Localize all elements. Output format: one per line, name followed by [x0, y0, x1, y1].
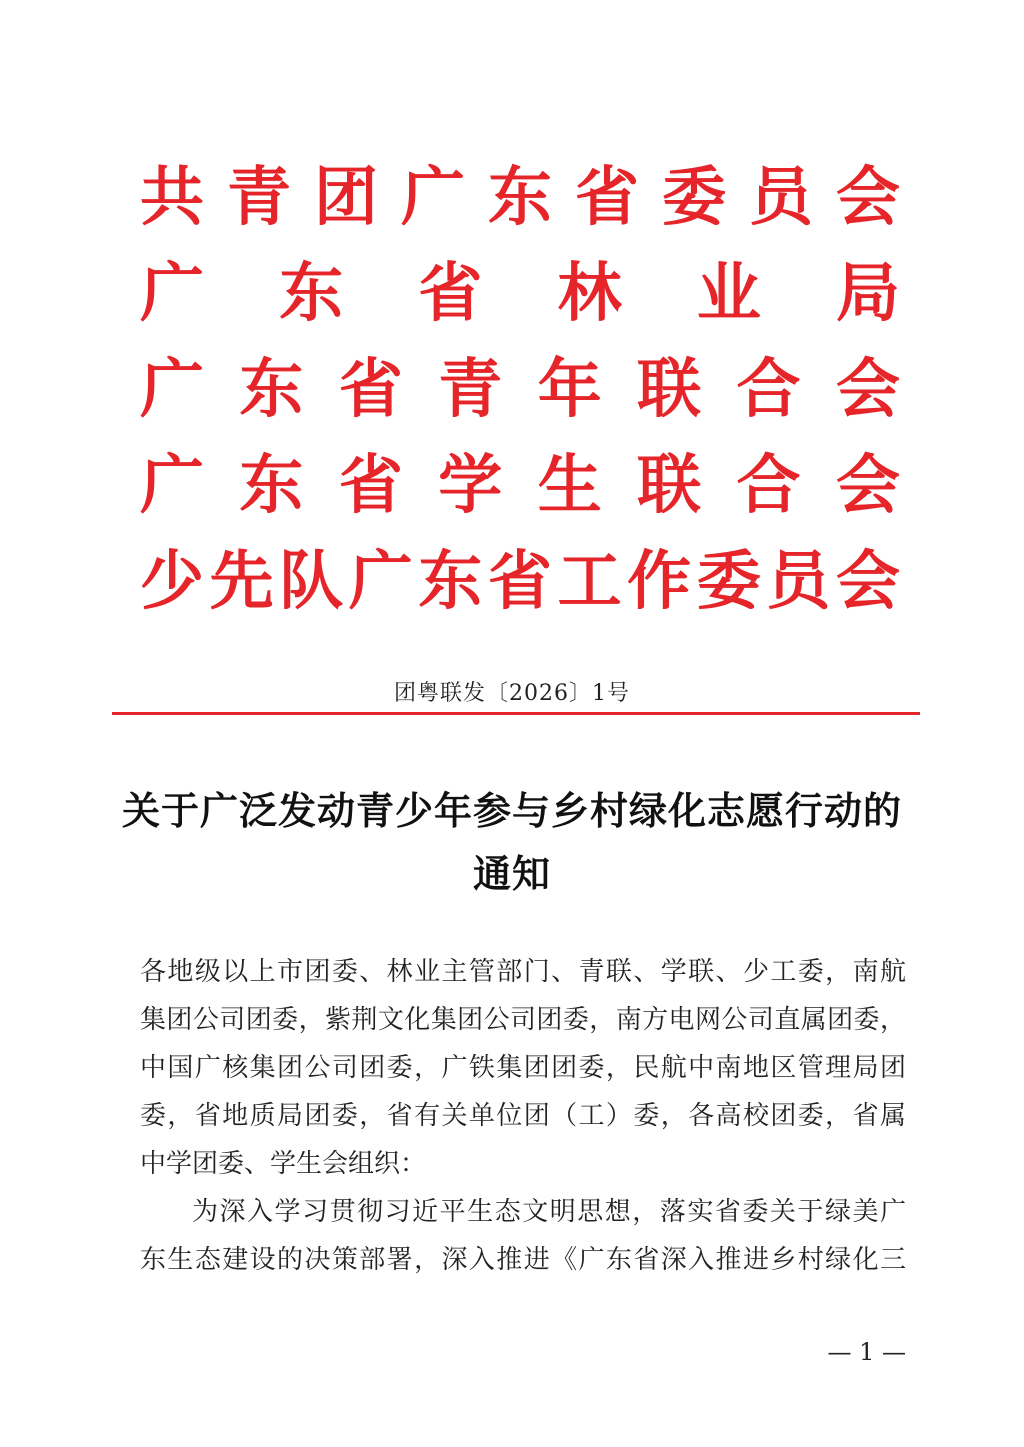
issuer-char: 广 — [140, 448, 204, 523]
issuer-char: 东 — [488, 160, 552, 235]
issuer-char: 广 — [140, 352, 204, 427]
body-line: 中国广核集团公司团委，广铁集团团委，民航中南地区管理局团 — [140, 1053, 906, 1083]
issuer-char: 学 — [438, 448, 503, 523]
issuer-char: 工 — [557, 544, 622, 619]
body-line: 委，省地质局团委，省有关单位团（工）委，各高校团委，省属 — [140, 1101, 906, 1131]
issuer-char: 会 — [836, 160, 900, 235]
issuer-char: 团 — [314, 160, 378, 235]
issuer-char: 共 — [140, 160, 204, 235]
issuer-line-4 — [140, 438, 900, 534]
issuer-char: 少 — [140, 544, 204, 619]
issuer-char: 东 — [418, 544, 483, 619]
issuer-line-2 — [140, 246, 900, 342]
document-title-line-2: 通知 — [472, 852, 551, 896]
body-line: 东生态建设的决策部署，深入推进《广东省深入推进乡村绿化三 — [140, 1245, 906, 1275]
issuer-char: 东 — [279, 256, 344, 331]
issuer-char: 会 — [835, 352, 900, 427]
issuer-char: 广 — [401, 160, 465, 235]
issuer-char: 员 — [766, 544, 831, 619]
issuer-char: 省 — [487, 544, 552, 619]
issuer-char: 委 — [696, 544, 761, 619]
issuer-line-5 — [140, 534, 900, 630]
issuer-char: 省 — [418, 256, 483, 331]
issuer-char: 联 — [637, 448, 702, 523]
issuer-char: 省 — [338, 448, 403, 523]
issuer-line-1 — [140, 150, 900, 246]
issuer-char: 广 — [348, 544, 413, 619]
issuer-char: 东 — [239, 352, 304, 427]
body-line: 各地级以上市团委、林业主管部门、青联、学联、少工委，南航 — [140, 957, 906, 987]
red-divider-line — [112, 712, 920, 715]
issuer-char: 青 — [438, 352, 503, 427]
issuer-char: 合 — [736, 448, 801, 523]
issuer-char: 作 — [627, 544, 692, 619]
issuer-char: 业 — [696, 256, 761, 331]
issuer-char: 会 — [835, 448, 900, 523]
issuer-char: 年 — [537, 352, 602, 427]
issuer-char: 先 — [209, 544, 274, 619]
body-line: 集团公司团委，紫荆文化集团公司团委，南方电网公司直属团委， — [140, 1005, 906, 1035]
document-title-line-1: 关于广泛发动青少年参与乡村绿化志愿行动的 — [121, 789, 902, 833]
issuing-organizations — [140, 150, 900, 630]
issuer-line-3 — [140, 342, 900, 438]
issuer-char: 联 — [637, 352, 702, 427]
issuer-char: 队 — [279, 544, 344, 619]
document-number: 团粤联发〔2026〕1号 — [394, 681, 630, 706]
issuer-char: 广 — [140, 256, 204, 331]
issuer-char: 林 — [557, 256, 622, 331]
document-body — [140, 948, 906, 1284]
issuer-char: 生 — [537, 448, 602, 523]
issuer-char: 省 — [338, 352, 403, 427]
issuer-char: 局 — [835, 256, 900, 331]
issuer-char: 委 — [662, 160, 726, 235]
issuer-char: 青 — [227, 160, 291, 235]
issuer-char: 员 — [749, 160, 813, 235]
page-number: — 1 — — [827, 1338, 906, 1366]
issuer-char: 省 — [575, 160, 639, 235]
issuer-char: 合 — [736, 352, 801, 427]
issuer-char: 会 — [835, 544, 900, 619]
issuer-char: 东 — [239, 448, 304, 523]
body-line: 为深入学习贯彻习近平生态文明思想，落实省委关于绿美广 — [192, 1197, 906, 1227]
body-line: 中学团委、学生会组织： — [140, 1149, 427, 1179]
